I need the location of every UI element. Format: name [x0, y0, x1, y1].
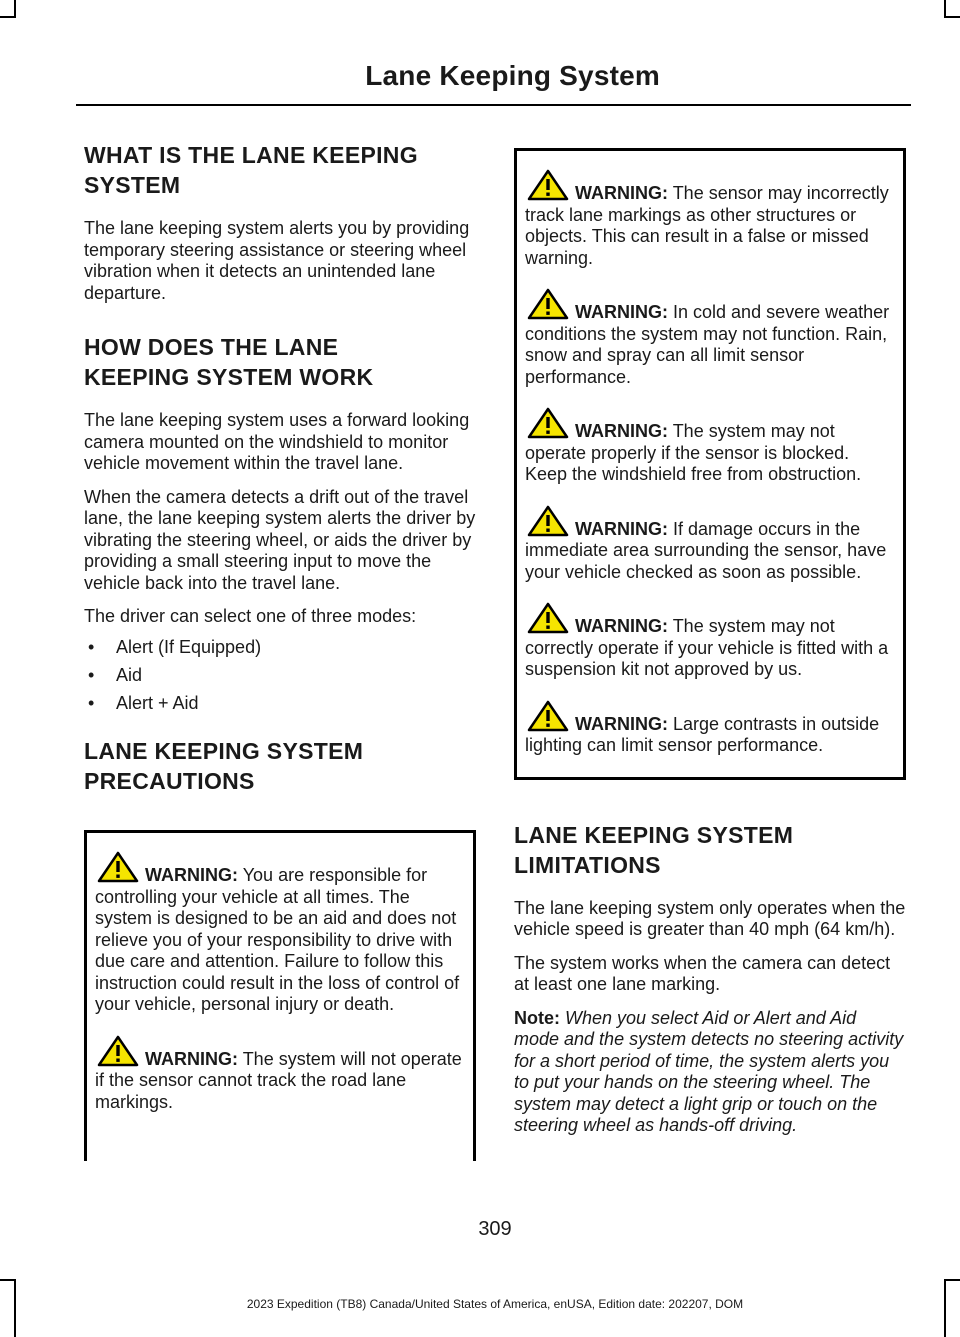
section-heading-precautions: LANE KEEPING SYSTEM PRECAUTIONS [84, 738, 364, 794]
paragraph: The driver can select one of three modes: [84, 606, 417, 626]
warning: WARNING: You are responsible for controlling your vehicle at all times. The system is designed to be an aid and does not relieve you of your responsibility to drive with due care and attention. Failure to follow this instruction could result in the loss of control of your vehicle, personal injury or death. [95, 851, 465, 1016]
paragraph: The lane keeping system uses a forward looking camera mounted on the windshield to monitor vehicle movement within the travel lane. [84, 410, 470, 473]
header-rule [76, 104, 911, 106]
warning: WARNING: The system may not operate properly if the sensor is blocked. Keep the windshield free from obstruction. [525, 407, 895, 486]
left-column [84, 140, 476, 1161]
warning: WARNING: Large contrasts in outside lighting can limit sensor performance. [525, 700, 895, 757]
crop-mark [944, 1279, 960, 1281]
warning-box [514, 148, 906, 780]
page-header-title: Lane Keeping System [365, 60, 660, 91]
warning-triangle-icon [527, 700, 569, 732]
warning-triangle-icon [527, 288, 569, 320]
warning-triangle-icon [97, 851, 139, 883]
paragraph: The system works when the camera can detect at least one lane marking. [514, 952, 891, 994]
warning-box [84, 830, 476, 1161]
paragraph: The lane keeping system alerts you by providing temporary steering assistance or steering wheel vibration when it detects an unintended lane departure. [84, 218, 470, 303]
modes-list [84, 637, 476, 715]
section-heading-how: HOW DOES THE LANE KEEPING SYSTEM WORK [84, 334, 374, 390]
warning-triangle-icon [527, 169, 569, 201]
section-heading-what: WHAT IS THE LANE KEEPING SYSTEM [84, 142, 418, 198]
warning: WARNING: In cold and severe weather conditions the system may not function. Rain, snow and spray can all limit sensor performance. [525, 288, 895, 388]
note-paragraph: Note: When you select Aid or Alert and Aid mode and the system detects no steering activity for a short period of time, the system alerts you to put your hands on the steering wheel. The system may detect a light grip or touch on the steering wheel as hands-off driving. [514, 1007, 904, 1135]
list-item: • Alert (If Equipped) [88, 636, 262, 657]
warning: WARNING: The system may not correctly operate if your vehicle is fitted with a suspension kit not approved by us. [525, 602, 895, 681]
warning-triangle-icon [527, 407, 569, 439]
warning-triangle-icon [97, 1035, 139, 1067]
page-number: 309 [478, 1218, 512, 1240]
list-item: • Aid [88, 664, 143, 685]
crop-mark [0, 16, 16, 18]
paragraph: The lane keeping system only operates when the vehicle speed is greater than 40 mph (64 km/h). [514, 897, 906, 939]
list-item: • Alert + Aid [88, 692, 199, 713]
footer-text: 2023 Expedition (TB8) Canada/United States of America, enUSA, Edition date: 202207, DOM [246, 1297, 744, 1311]
warning: WARNING: If damage occurs in the immediate area surrounding the sensor, have your vehicle checked as soon as possible. [525, 505, 895, 584]
warning-triangle-icon [527, 505, 569, 537]
right-column [514, 148, 906, 1149]
paragraph: When the camera detects a drift out of the travel lane, the lane keeping system alerts the driver by vibrating the steering wheel, or aids the driver by providing a small steering input to move the vehicle back into the travel lane. [84, 486, 476, 593]
crop-mark [944, 16, 960, 18]
warning: WARNING: The system will not operate if the sensor cannot track the road lane markings. [95, 1035, 465, 1114]
section-heading-limitations: LANE KEEPING SYSTEM LIMITATIONS [514, 821, 794, 878]
crop-mark [0, 1279, 16, 1281]
warning: WARNING: The sensor may incorrectly track lane markings as other structures or objects. This can result in a false or missed warning. [525, 169, 895, 269]
warning-triangle-icon [527, 602, 569, 634]
